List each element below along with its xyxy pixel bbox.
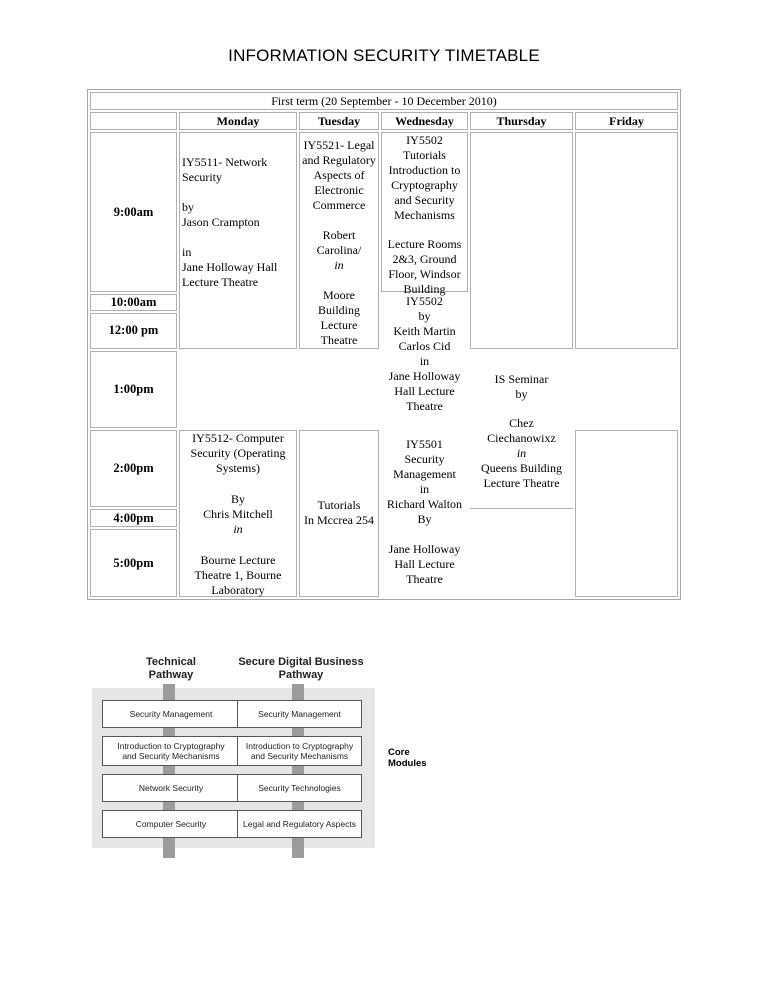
venue: Hall Lecture — [394, 557, 455, 571]
module-code: IY5501 — [406, 437, 443, 451]
venue: Jane Holloway — [388, 542, 461, 556]
module-name: Security — [404, 452, 445, 466]
time-cell-4pm — [90, 509, 177, 527]
thursday-morning-empty — [470, 132, 573, 349]
session-line: Aspects of — [313, 168, 365, 182]
core-modules-label — [388, 747, 427, 769]
session-line: Introduction to — [388, 163, 461, 177]
module-legal-regulatory: Legal and Regulatory Aspects — [237, 810, 362, 838]
session-line: IY5521- Legal — [303, 138, 375, 152]
venue: Theatre — [320, 333, 358, 347]
label-line: Modules — [388, 758, 427, 769]
module-name: Management — [393, 467, 456, 481]
by-label: By — [230, 492, 245, 506]
business-pathway-heading — [232, 656, 370, 682]
venue: Jane Holloway Hall — [182, 260, 278, 274]
module-security-technologies: Security Technologies — [237, 774, 362, 802]
monday-morning-session — [179, 132, 297, 349]
time-label: 4:00pm — [113, 511, 154, 525]
time-label: 12:00 pm — [108, 323, 159, 337]
venue: Lecture — [320, 318, 358, 332]
module-security-management: Security Management — [237, 700, 362, 728]
seminar-title: IS Seminar — [494, 372, 549, 386]
time-cell-5pm — [90, 529, 177, 597]
wednesday-morning-session — [381, 132, 468, 296]
lecturer: Keith Martin — [393, 324, 456, 338]
lecturer: Jason Crampton — [182, 215, 260, 229]
speaker: Ciechanowixz — [487, 431, 556, 445]
venue: 2&3, Ground — [392, 252, 457, 266]
venue: Bourne Lecture — [200, 553, 276, 567]
module-code: IY5502 — [406, 133, 443, 147]
venue: Hall Lecture — [394, 384, 455, 398]
module-computer-security: Computer Security — [102, 810, 240, 838]
venue: Queens Building — [481, 461, 562, 475]
heading-line: Pathway — [148, 669, 194, 681]
module-code: IY5512- Computer — [192, 431, 284, 445]
module-name: Security (Operating — [190, 446, 286, 460]
venue: Moore — [323, 288, 355, 302]
in-label: in — [516, 446, 527, 460]
module-name: Security — [182, 170, 222, 184]
wednesday-afternoon-session — [381, 437, 468, 597]
in-label: in — [419, 354, 430, 368]
venue: Floor, Windsor — [388, 267, 461, 281]
venue: Lecture Rooms — [387, 237, 462, 251]
venue: Building — [403, 282, 446, 296]
label-line: Core — [388, 747, 410, 758]
tuesday-morning-session — [299, 132, 379, 349]
in-label: in — [233, 522, 243, 536]
module-security-management: Security Management — [102, 700, 240, 728]
heading-line: Secure Digital Business — [238, 656, 364, 668]
module-name: Systems) — [215, 461, 260, 475]
lecturer: Carlos Cid — [398, 339, 451, 353]
session-line: Tutorials — [403, 148, 446, 162]
time-label: 10:00am — [110, 295, 157, 309]
module-intro-cryptography: Introduction to Cryptography and Security Mechanisms — [102, 736, 240, 766]
term-header: First term (20 September - 10 December 2010) — [90, 92, 678, 110]
venue-line-2: Lecture Theatre — [182, 275, 259, 289]
venue: Theatre 1, Bourne — [194, 568, 282, 582]
in-label: in — [182, 245, 192, 259]
session-line: and Regulatory — [302, 153, 376, 167]
day-header-friday: Friday — [575, 112, 678, 130]
by-label: By — [417, 512, 432, 526]
time-cell-1pm — [90, 351, 177, 428]
technical-pathway-heading — [106, 656, 236, 682]
time-cell-2pm — [90, 430, 177, 507]
day-header-monday: Monday — [179, 112, 297, 130]
thursday-divider — [470, 508, 573, 509]
heading-line: Pathway — [278, 669, 324, 681]
document-title: INFORMATION SECURITY TIMETABLE — [228, 46, 540, 65]
by-label: by — [515, 387, 528, 401]
monday-afternoon-session — [179, 430, 297, 597]
speaker: Chez — [509, 416, 534, 430]
header-blank-cell — [90, 112, 177, 130]
module-intro-cryptography: Introduction to Cryptography and Security Mechanisms — [237, 736, 362, 766]
lecturer: Richard Walton — [386, 497, 463, 511]
venue: Laboratory — [211, 583, 265, 597]
venue: In Mccrea 254 — [304, 513, 374, 527]
venue: Theatre — [406, 399, 443, 413]
friday-morning-empty — [575, 132, 678, 349]
time-cell-9am — [90, 132, 177, 292]
friday-afternoon-empty — [575, 430, 678, 597]
lecturer: Robert — [322, 228, 356, 242]
session-line: Cryptography — [391, 178, 458, 192]
module-code: IY5502 — [406, 294, 443, 308]
in-label: in — [419, 482, 430, 496]
venue: Jane Holloway — [388, 369, 461, 383]
module-network-security: Network Security — [102, 774, 240, 802]
venue: Lecture Theatre — [483, 476, 560, 490]
by-label: by — [182, 200, 194, 214]
time-label: 5:00pm — [113, 556, 154, 570]
time-label: 9:00am — [113, 205, 154, 219]
thursday-seminar — [470, 372, 573, 502]
session-line: Tutorials — [317, 498, 361, 512]
lecturer: Carolina/ — [316, 243, 362, 257]
time-label: 1:00pm — [113, 382, 154, 396]
day-header-thursday: Thursday — [470, 112, 573, 130]
time-cell-12pm — [90, 313, 177, 349]
lecturer: Chris Mitchell — [203, 507, 273, 521]
session-line: and Security — [394, 193, 455, 207]
session-line: Electronic — [314, 183, 364, 197]
wednesday-midday-session — [381, 294, 468, 424]
session-line: Mechanisms — [394, 208, 455, 222]
venue: Theatre — [406, 572, 443, 586]
time-cell-10am — [90, 294, 177, 311]
day-header-wednesday: Wednesday — [381, 112, 468, 130]
by-label: by — [418, 309, 431, 323]
in-label: in — [334, 258, 344, 272]
day-header-tuesday: Tuesday — [299, 112, 379, 130]
session-line: Commerce — [312, 198, 366, 212]
time-label: 2:00pm — [113, 461, 154, 475]
module-code: IY5511- Network — [182, 155, 268, 169]
venue: Building — [317, 303, 360, 317]
tuesday-afternoon-session — [299, 430, 379, 597]
heading-line: Technical — [146, 656, 196, 668]
